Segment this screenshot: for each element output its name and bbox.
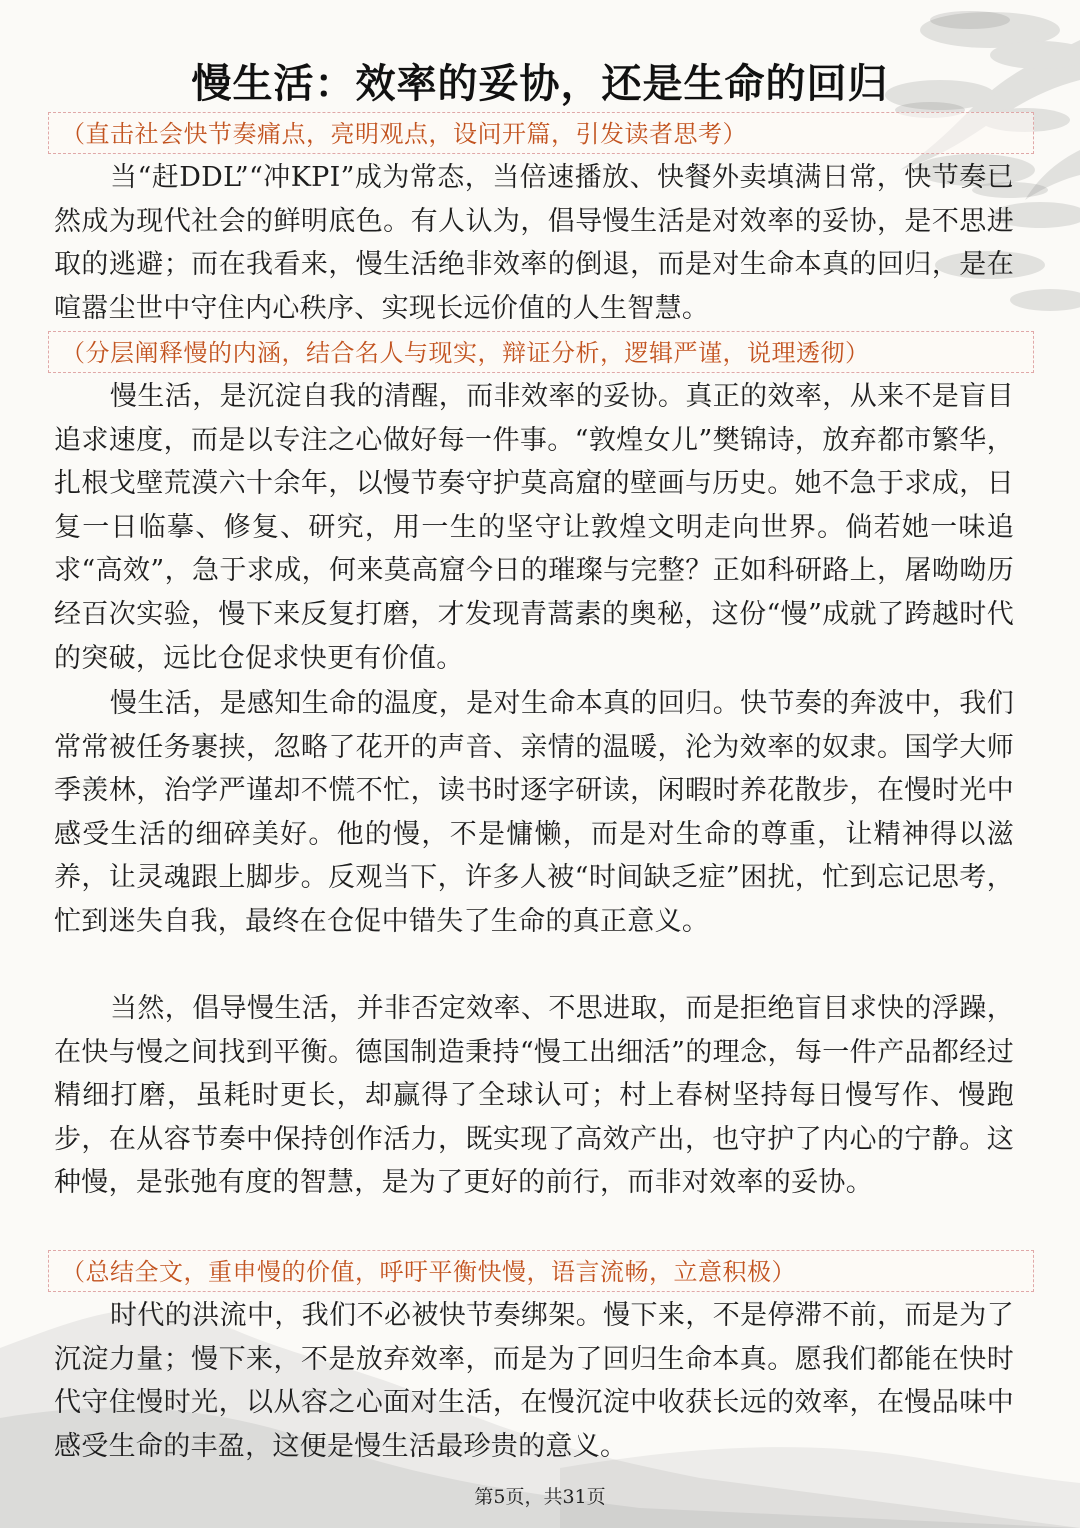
paragraph-conclusion: 时代的洪流中，我们不必被快节奏绑架。慢下来，不是停滞不前，而是为了沉淀力量；慢下来，不是放弃效率，而是为了回归生命本真。愿我们都能在快时代守住慢时光，以从容之心面对生活，在慢沉淀中收获长远的效率，在慢品味中感受生命的丰盈，这便是慢生活最珍贵的意义。 — [54, 1300, 1014, 1462]
page-number: 第5页，共31页 — [474, 1486, 606, 1508]
essay-title: 慢生活：效率的妥协，还是生命的回归 — [191, 61, 889, 107]
paragraph-body-2: 慢生活，是感知生命的温度，是对生命本真的回归。快节奏的奔波中，我们常常被任务裹挟，忽略了花开的声音、亲情的温暖，沦为效率的奴隶。国学大师季羡林，治学严谨却不慌不忙，读书时逐字研读，闲暇时养花散步，在慢时光中感受生活的细碎美好。他的慢，不是慵懒，而是对生命的尊重，让精神得以滋养，让灵魂跟上脚步。反观当下，许多人被“时间缺乏症”困扰，忙到忘记思考，忙到迷失自我，最终在仓促中错失了生命的真正意义。 — [54, 688, 1014, 937]
paragraph-body-3: 当然，倡导慢生活，并非否定效率、不思进取，而是拒绝盲目求快的浮躁，在快与慢之间找到平衡。德国制造秉持“慢工出细活”的理念，每一件产品都经过精细打磨，虽耗时更长，却赢得了全球认可；村上春树坚持每日慢写作、慢跑步，在从容节奏中保持创作活力，既实现了高效产出，也守护了内心的宁静。这种慢，是张弛有度的智慧，是为了更好的前行，而非对效率的妥协。 — [54, 993, 1014, 1199]
paragraph-body-1: 慢生活，是沉淀自我的清醒，而非效率的妥协。真正的效率，从来不是盲目追求速度，而是以专注之心做好每一件事。“敦煌女儿”樊锦诗，放弃都市繁华，扎根戈壁荒漠六十余年，以慢节奏守护莫高窟的壁画与历史。她不急于求成，日复一日临摹、修复、研究，用一生的坚守让敦煌文明走向世界。倘若她一味追求“高效”，急于求成，何来莫高窟今日的璀璨与完整？正如科研路上，屠呦呦历经百次实验，慢下来反复打磨，才发现青蒿素的奥秘，这份“慢”成就了跨越时代的突破，远比仓促求快更有价值。 — [54, 381, 1014, 674]
annotation-note-conclusion: （总结全文，重申慢的价值，呼吁平衡快慢，语言流畅，立意积极） — [48, 1250, 1034, 1292]
paragraph-intro: 当“赶DDL”“冲KPI”成为常态，当倍速播放、快餐外卖填满日常，快节奏已然成为现代社会的鲜明底色。有人认为，倡导慢生活是对效率的妥协，是不思进取的逃避；而在我看来，慢生活绝非效率的倒退，而是对生命本真的回归，是在喧嚣尘世中守住内心秩序、实现长远价值的人生智慧。 — [54, 162, 1014, 324]
annotation-note-intro: （直击社会快节奏痛点，亮明观点，设问开篇，引发读者思考） — [48, 112, 1034, 154]
annotation-note-body: （分层阐释慢的内涵，结合名人与现实，辩证分析，逻辑严谨，说理透彻） — [48, 331, 1034, 373]
